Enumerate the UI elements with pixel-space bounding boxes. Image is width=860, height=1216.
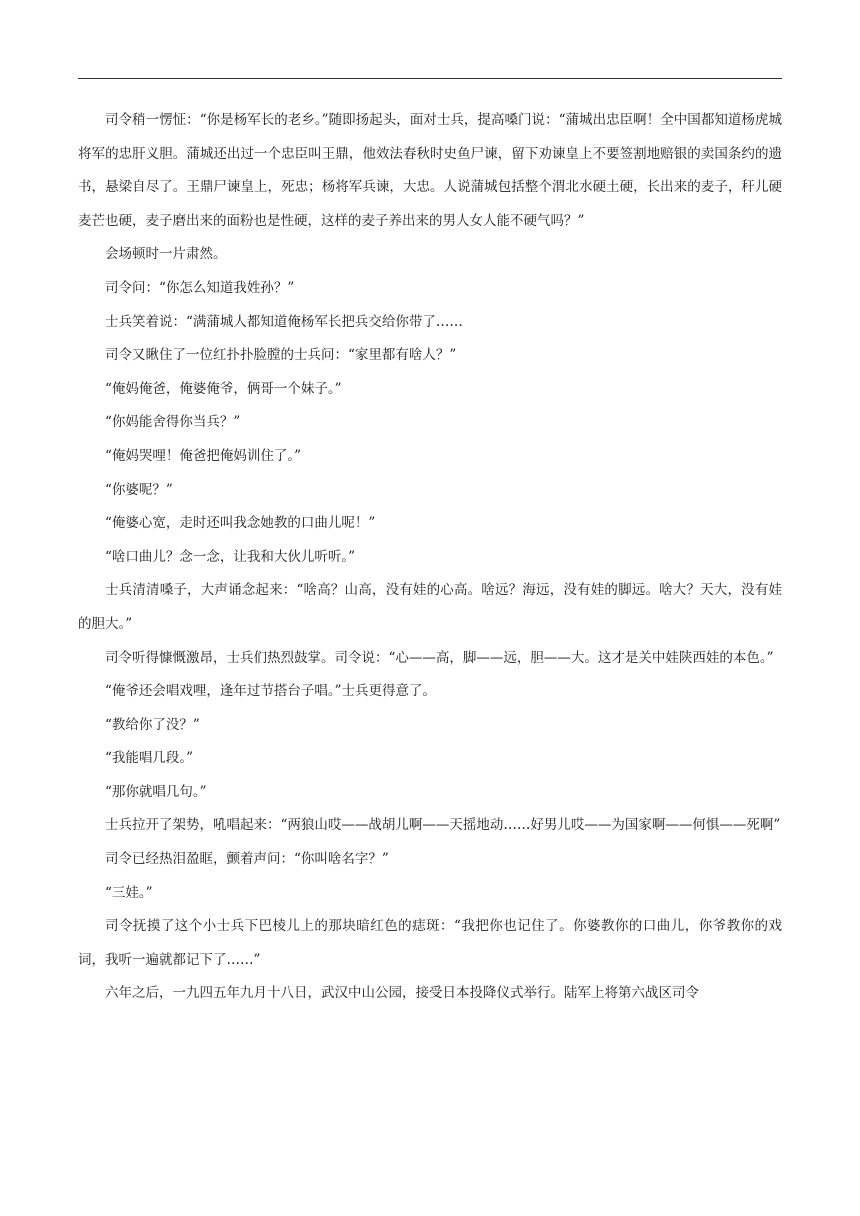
paragraph: “那你就唱几句。”	[105, 783, 207, 800]
paragraph: “教给你了没？”	[105, 716, 200, 733]
paragraph: “俺爷还会唱戏哩，逢年过节搭台子唱。”士兵更得意了。	[105, 683, 437, 700]
paragraph: 士兵笑着说：“满蒲城人都知道俺杨军长把兵交给你带了……	[105, 313, 463, 330]
paragraph: “三娃。”	[105, 884, 153, 901]
document-body	[78, 104, 782, 1011]
paragraph: “俺妈俺爸，俺婆俺爷，俩哥一个妹子。”	[105, 380, 342, 397]
paragraph: 司令听得慷慨激昂，士兵们热烈鼓掌。司令说：“心——高，脚——远，胆——大。这才是关中娃陕西娃的本色。”	[105, 649, 774, 666]
paragraph: “你婆呢？”	[105, 481, 173, 498]
paragraph: 会场顿时一片肃然。	[105, 246, 227, 263]
paragraph: 司令又瞅住了一位红扑扑脸膛的士兵问：“家里都有啥人？”	[105, 347, 457, 364]
paragraph: 士兵拉开了架势，吼唱起来：“两狼山哎——战胡儿啊——天摇地动……好男儿哎——为国家啊——何惧——死啊”	[105, 817, 781, 834]
paragraph: “俺妈哭哩！俺爸把俺妈训住了。”	[105, 447, 302, 464]
paragraph: 司令抚摸了这个小士兵下巴棱儿上的那块暗红色的痣斑：“我把你也记住了。你婆教你的口曲儿，你爷教你的戏词，我听一遍就都记下了……”	[78, 918, 782, 968]
paragraph: “啥口曲儿？念一念，让我和大伙儿听听。”	[105, 548, 356, 565]
paragraph: 司令稍一愣怔：“你是杨军长的老乡。”随即扬起头，面对士兵，提高嗓门说：“蒲城出忠臣啊！全中国都知道杨虎城将军的忠肝义胆。蒲城还出过一个忠臣叫王鼎，他效法春秋时史鱼尸谏，留下劝谏皇上不要签割地赔银的卖国条约的遗书，悬梁自尽了。王鼎尸谏皇上，死忠；杨将军兵谏，大忠。人说蒲城包括整个渭北水硬土硬，长出来的麦子，秆儿硬麦芒也硬，麦子磨出来的面粉也是性硬，这样的麦子养出来的男人女人能不硬气吗？”	[78, 112, 782, 229]
paragraph: “我能唱几段。”	[105, 750, 194, 767]
paragraph: 士兵清清嗓子，大声诵念起来：“啥高？山高，没有娃的心高。啥远？海远，没有娃的脚远。啥大？天大，没有娃的胆大。”	[78, 582, 782, 632]
paragraph: “俺婆心宽，走时还叫我念她教的口曲儿呢！”	[105, 515, 376, 532]
header-rule	[78, 78, 782, 79]
paragraph: “你妈能舍得你当兵？”	[105, 414, 241, 431]
paragraph: 六年之后，一九四五年九月十八日，武汉中山公园，接受日本投降仪式举行。陆军上将第六战区司令	[105, 985, 699, 1002]
paragraph: 司令已经热泪盈眶，颤着声问：“你叫啥名字？”	[105, 851, 389, 868]
paragraph: 司令问：“你怎么知道我姓孙？”	[105, 279, 295, 296]
